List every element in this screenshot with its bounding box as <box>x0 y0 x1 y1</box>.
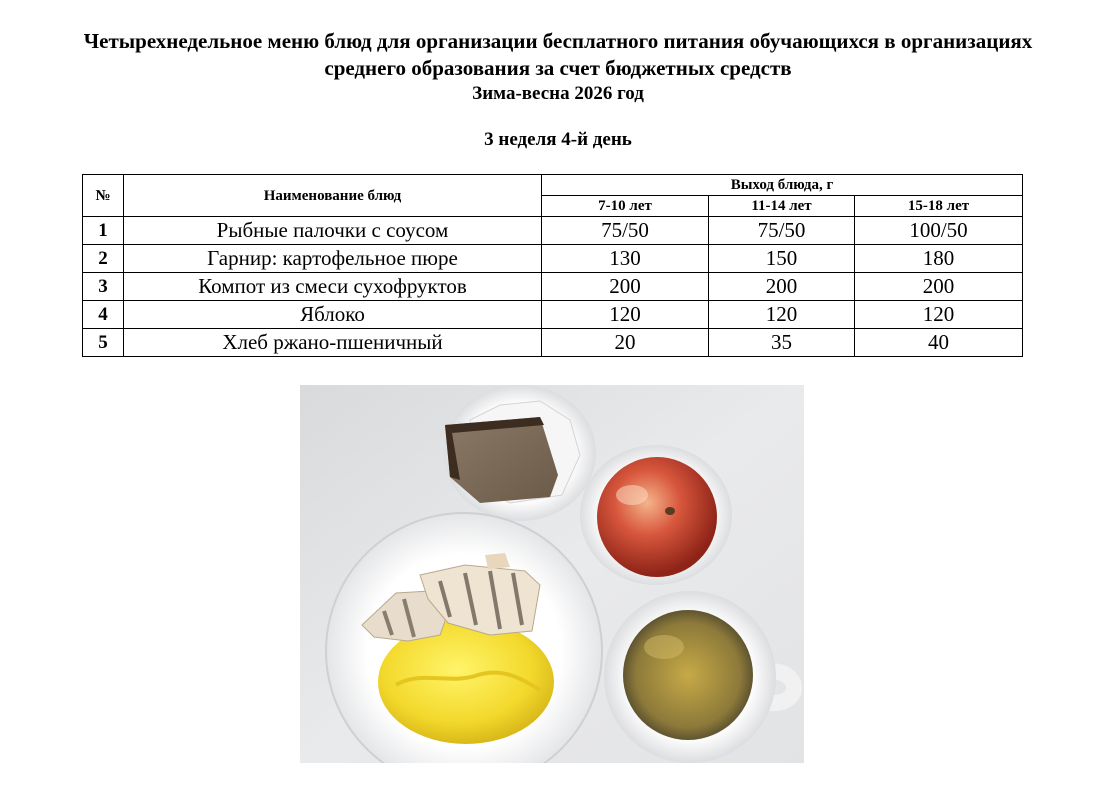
season-subtitle: Зима-весна 2026 год <box>472 83 644 104</box>
table-row <box>83 245 1023 273</box>
meal-photo <box>300 385 804 763</box>
dish-name: Гарнир: картофельное пюре <box>124 245 542 273</box>
row-number: 4 <box>83 301 124 329</box>
portion-11-14: 75/50 <box>709 217 855 245</box>
portion-11-14: 35 <box>709 329 855 357</box>
dish-name: Яблоко <box>124 301 542 329</box>
row-number: 5 <box>83 329 124 357</box>
table-row <box>83 301 1023 329</box>
portion-7-10: 75/50 <box>542 217 709 245</box>
column-header-age-11-14: 11-14 лет <box>709 196 855 217</box>
table-header-row <box>83 175 1023 196</box>
portion-7-10: 20 <box>542 329 709 357</box>
title-line-1: Четырехнедельное меню блюд для организации бесплатного питания обучающихся в организациях <box>83 29 1033 53</box>
menu-table <box>82 174 1023 357</box>
bread-bowl <box>444 385 596 521</box>
column-header-output: Выход блюда, г <box>542 175 1023 196</box>
table-row <box>83 273 1023 301</box>
column-header-age-7-10: 7-10 лет <box>542 196 709 217</box>
portion-11-14: 150 <box>709 245 855 273</box>
table-row <box>83 217 1023 245</box>
column-header-age-15-18: 15-18 лет <box>855 196 1023 217</box>
column-header-number: № <box>83 175 124 217</box>
portion-7-10: 130 <box>542 245 709 273</box>
dish-name: Рыбные палочки с соусом <box>124 217 542 245</box>
row-number: 1 <box>83 217 124 245</box>
dish-name: Хлеб ржано-пшеничный <box>124 329 542 357</box>
portion-15-18: 200 <box>855 273 1023 301</box>
portion-15-18: 40 <box>855 329 1023 357</box>
portion-7-10: 120 <box>542 301 709 329</box>
portion-15-18: 180 <box>855 245 1023 273</box>
table-row <box>83 329 1023 357</box>
portion-11-14: 120 <box>709 301 855 329</box>
row-number: 2 <box>83 245 124 273</box>
dish-name: Компот из смеси сухофруктов <box>124 273 542 301</box>
portion-7-10: 200 <box>542 273 709 301</box>
portion-15-18: 100/50 <box>855 217 1023 245</box>
apple-bowl <box>580 445 732 585</box>
portion-15-18: 120 <box>855 301 1023 329</box>
row-number: 3 <box>83 273 124 301</box>
title-line-2: среднего образования за счет бюджетных средств <box>324 56 792 80</box>
portion-11-14: 200 <box>709 273 855 301</box>
week-day-label: 3 неделя 4-й день <box>484 129 632 150</box>
column-header-dish-name: Наименование блюд <box>124 175 542 217</box>
